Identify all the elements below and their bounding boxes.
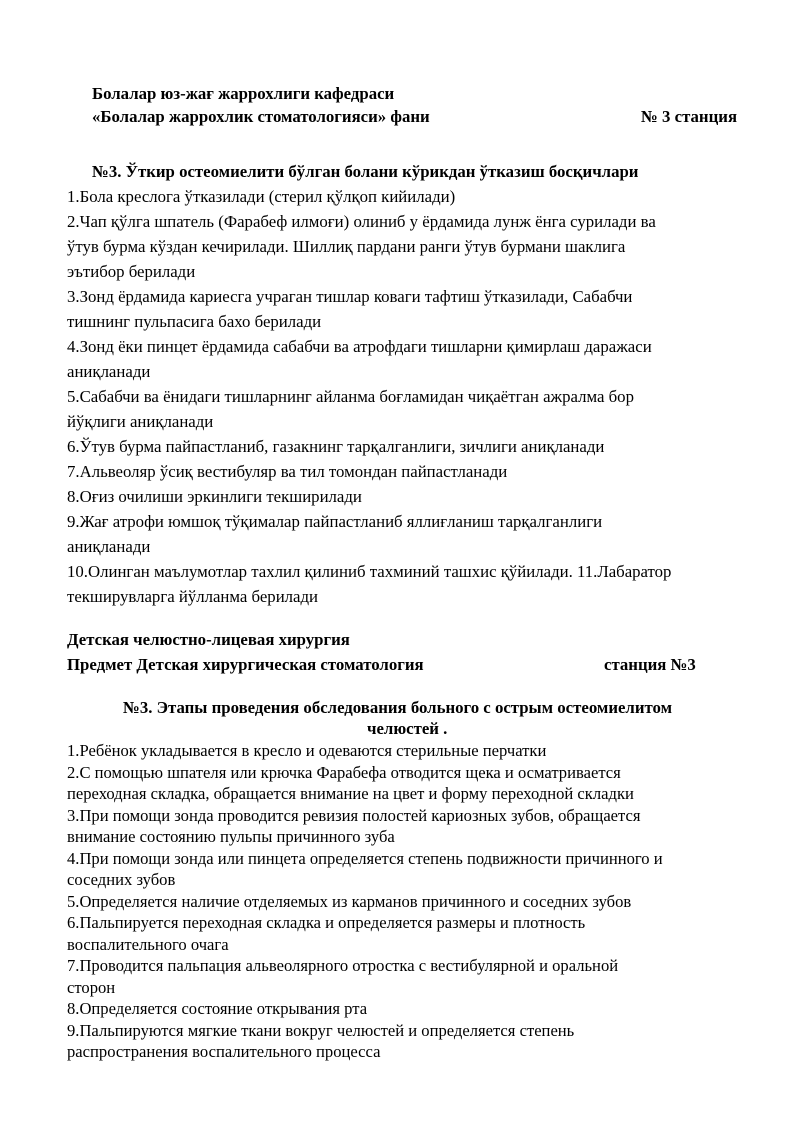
ru-step-line: 1.Ребёнок укладывается в кресло и одеваются стерильные перчатки (67, 741, 547, 760)
ru-step-line: 7.Проводится пальпация альвеолярного отростка с вестибулярной и оральной (67, 956, 619, 975)
uz-step-line: ўтув бурма кўздан кечирилади. Шиллиқ пардани ранги ўтув бурмани шаклига (67, 237, 626, 256)
ru-step-line: соседних зубов (67, 870, 176, 889)
ru-step-line: 3.При помощи зонда проводится ревизия полостей кариозных зубов, обращается (67, 805, 641, 825)
ru-step-line: 4.При помощи зонда или пинцета определяется степень подвижности причинного и (67, 848, 663, 868)
ru-step-line: 2.С помощью шпателя или крючка Фарабефа отводится щека и осматривается (67, 762, 621, 782)
uz-step-line: 10.Олинган маълумотлар тахлил қилиниб тахминий ташхис қўйилади. 11.Лабаратор (67, 562, 672, 581)
ru-station: станция №3 (604, 655, 696, 674)
uz-step-line: текширувларга йўлланма берилади (67, 587, 319, 606)
ru-step-line: 8.Определяется состояние открывания рта (67, 999, 368, 1018)
uz-step-line: аниқланади (67, 362, 151, 381)
uz-step-line: 6.Ўтув бурма пайпастланиб, газакнинг тарқалганлиги, зичлиги аниқланади (67, 437, 605, 456)
uz-step-line: 1.Бола креслога ўтказилади (стерил қўлқоп кийилади) (67, 187, 456, 206)
ru-step-line: распространения воспалительного процесса (67, 1042, 381, 1061)
uz-title: №3. Ўткир остеомиелити бўлган болани кўрикдан ўтказиш босқичлари (92, 162, 639, 181)
ru-steps (67, 740, 757, 1063)
ru-step-line: переходная складка, обращается внимание на цвет и форму переходной складки (67, 784, 634, 803)
uz-step-line: 3.Зонд ёрдамида кариесга учраган тишлар коваги тафтиш ўтказилади, Сабабчи (67, 287, 633, 306)
uz-step-line: 2.Чап қўлга шпатель (Фарабеф илмоғи) олиниб у ёрдамида лунж ёнга сурилади ва (67, 212, 656, 231)
uz-step-line: йўқлиги аниқланади (67, 412, 214, 431)
ru-step-line: 5.Определяется наличие отделяемых из карманов причинного и соседних зубов (67, 891, 632, 911)
uz-step-line: 9.Жағ атрофи юмшоқ тўқималар пайпастланиб яллиғланиш тарқалганлиги (67, 512, 603, 531)
ru-step-line: 9.Пальпируются мягкие ткани вокруг челюстей и определяется степень (67, 1020, 575, 1040)
ru-department: Детская челюстно-лицевая хирургия (67, 630, 350, 649)
ru-title-line2: челюстей . (367, 719, 448, 738)
uz-steps (67, 184, 757, 609)
ru-step-line: 6.Пальпируется переходная складка и определяется размеры и плотность (67, 913, 586, 932)
uz-step-line: аниқланади (67, 537, 151, 556)
uz-step-line: 7.Альвеоляр ўсиқ вестибуляр ва тил томондан пайпастланади (67, 462, 508, 481)
ru-step-line: внимание состоянию пульпы причинного зуба (67, 827, 395, 846)
ru-subject: Предмет Детская хирургическая стоматология (67, 655, 424, 674)
uz-station: № 3 станция (641, 107, 738, 126)
uz-step-line: 5.Сабабчи ва ёнидаги тишларнинг айланма боғламидан чиқаётган ажралма бор (67, 387, 634, 406)
ru-title-line1: №3. Этапы проведения обследования больного с острым остеомиелитом (123, 698, 673, 717)
uz-department: Болалар юз-жағ жаррохлиги кафедраси (92, 84, 395, 103)
uz-step-line: тишнинг пульпасига бахо берилади (67, 312, 322, 331)
uz-step-line: эътибор берилади (67, 262, 196, 281)
ru-step-line: сторон (67, 977, 116, 997)
uz-subject: «Болалар жаррохлик стоматологияси» фани (92, 107, 430, 126)
ru-step-line: воспалительного очага (67, 934, 229, 954)
uz-step-line: 8.Оғиз очилиши эркинлиги текширилади (67, 487, 362, 506)
uz-step-line: 4.Зонд ёки пинцет ёрдамида сабабчи ва атрофдаги тишларни қимирлаш даражаси (67, 337, 652, 356)
